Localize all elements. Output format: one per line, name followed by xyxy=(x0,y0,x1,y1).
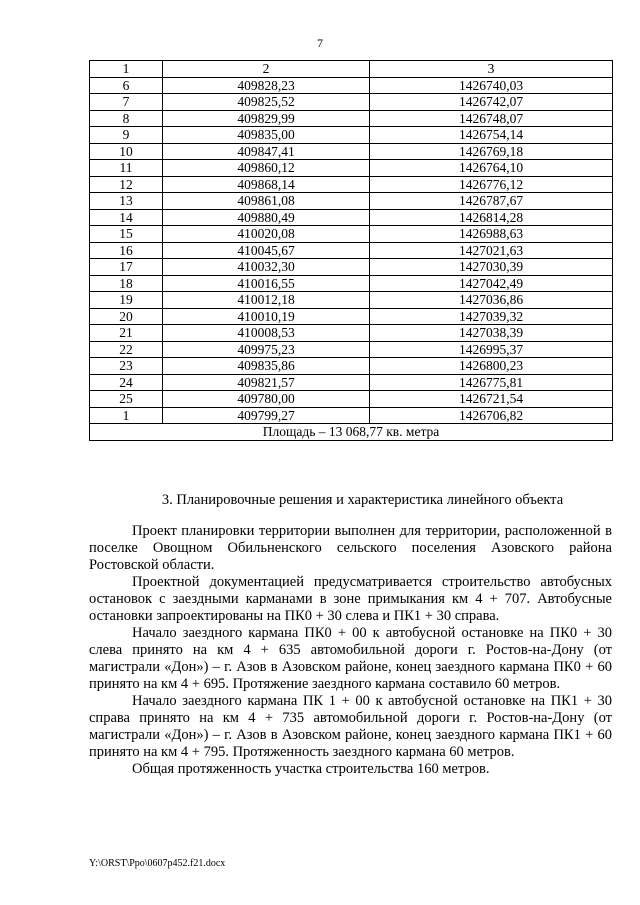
y-coordinate-cell: 1426706,82 xyxy=(370,407,613,424)
table-row xyxy=(90,374,613,391)
x-coordinate-cell: 409835,86 xyxy=(163,358,370,375)
table-row xyxy=(90,341,613,358)
coordinates-table xyxy=(89,60,613,441)
x-coordinate-cell: 409861,08 xyxy=(163,193,370,210)
footer-file-path: Y:\ORST\Ppo\0607p452.f21.docx xyxy=(89,858,226,869)
table-row xyxy=(90,325,613,342)
table-row xyxy=(90,209,613,226)
x-coordinate-cell: 410016,55 xyxy=(163,275,370,292)
x-coordinate-cell: 409847,41 xyxy=(163,143,370,160)
table-header-row xyxy=(90,61,613,78)
table-row xyxy=(90,176,613,193)
y-coordinate-cell: 1426800,23 xyxy=(370,358,613,375)
y-coordinate-cell: 1426995,37 xyxy=(370,341,613,358)
paragraph: Проектной документацией предусматривается строительство автобусных остановок с заездными карманами в зоне примыкания км 4 + 707. Автобусные остановки запроектированы на ПК0 + 30 слева и ПК1 + 30 справа. xyxy=(89,574,612,624)
x-coordinate-cell: 409835,00 xyxy=(163,127,370,144)
y-coordinate-cell: 1426721,54 xyxy=(370,391,613,408)
x-coordinate-cell: 409821,57 xyxy=(163,374,370,391)
y-coordinate-cell: 1426764,10 xyxy=(370,160,613,177)
section-heading: 3. Планировочные решения и характеристика линейного объекта xyxy=(161,492,564,508)
y-coordinate-cell: 1427030,39 xyxy=(370,259,613,276)
body-text xyxy=(89,523,612,778)
y-coordinate-cell: 1426776,12 xyxy=(370,176,613,193)
paragraph: Начало заездного кармана ПК0 + 00 к автобусной остановке на ПК0 + 30 слева принято на км 4 + 635 автомобильной дороги г. Ростов-на-Дону (от магистрали «Дон») – г. Азов в Азовском районе, конец заездного кармана ПК0 + 60 принято на км 4 + 695. Протяжение заездного кармана составило 60 метров. xyxy=(89,625,612,692)
x-coordinate-cell: 409825,52 xyxy=(163,94,370,111)
table-row xyxy=(90,292,613,309)
y-coordinate-cell: 1426748,07 xyxy=(370,110,613,127)
table-row xyxy=(90,358,613,375)
point-number-cell: 6 xyxy=(90,77,163,94)
y-coordinate-cell: 1426754,14 xyxy=(370,127,613,144)
point-number-cell: 13 xyxy=(90,193,163,210)
point-number-cell: 20 xyxy=(90,308,163,325)
y-coordinate-cell: 1427021,63 xyxy=(370,242,613,259)
table-row xyxy=(90,391,613,408)
point-number-cell: 22 xyxy=(90,341,163,358)
table-row xyxy=(90,77,613,94)
x-coordinate-cell: 410012,18 xyxy=(163,292,370,309)
point-number-cell: 19 xyxy=(90,292,163,309)
point-number-cell: 24 xyxy=(90,374,163,391)
point-number-cell: 10 xyxy=(90,143,163,160)
y-coordinate-cell: 1426742,07 xyxy=(370,94,613,111)
point-number-cell: 11 xyxy=(90,160,163,177)
y-coordinate-cell: 1427039,32 xyxy=(370,308,613,325)
x-coordinate-cell: 410010,19 xyxy=(163,308,370,325)
x-coordinate-cell: 409799,27 xyxy=(163,407,370,424)
area-cell: Площадь – 13 068,77 кв. метра xyxy=(90,424,613,441)
y-coordinate-cell: 1427038,39 xyxy=(370,325,613,342)
x-coordinate-cell: 410008,53 xyxy=(163,325,370,342)
y-coordinate-cell: 1426775,81 xyxy=(370,374,613,391)
table-row xyxy=(90,242,613,259)
x-coordinate-cell: 409860,12 xyxy=(163,160,370,177)
header-cell: 1 xyxy=(90,61,163,78)
point-number-cell: 15 xyxy=(90,226,163,243)
point-number-cell: 21 xyxy=(90,325,163,342)
y-coordinate-cell: 1427036,86 xyxy=(370,292,613,309)
point-number-cell: 8 xyxy=(90,110,163,127)
table-row xyxy=(90,94,613,111)
point-number-cell: 23 xyxy=(90,358,163,375)
y-coordinate-cell: 1426814,28 xyxy=(370,209,613,226)
point-number-cell: 12 xyxy=(90,176,163,193)
table-row xyxy=(90,160,613,177)
x-coordinate-cell: 409975,23 xyxy=(163,341,370,358)
x-coordinate-cell: 410020,08 xyxy=(163,226,370,243)
area-row xyxy=(90,424,613,441)
point-number-cell: 18 xyxy=(90,275,163,292)
table-row xyxy=(90,259,613,276)
point-number-cell: 14 xyxy=(90,209,163,226)
point-number-cell: 25 xyxy=(90,391,163,408)
point-number-cell: 17 xyxy=(90,259,163,276)
y-coordinate-cell: 1426988,63 xyxy=(370,226,613,243)
table-row xyxy=(90,143,613,160)
x-coordinate-cell: 409828,23 xyxy=(163,77,370,94)
paragraph: Начало заездного кармана ПК 1 + 00 к автобусной остановке на ПК1 + 30 справа принято на км 4 + 735 автомобильной дороги г. Ростов-на-Дону (от магистрали «Дон») – г. Азов в Азовском районе, конец заездного кармана ПК1 + 60 принято на км 4 + 795. Протяженность заездного кармана 60 метров. xyxy=(89,693,612,760)
point-number-cell: 16 xyxy=(90,242,163,259)
page-number: 7 xyxy=(317,36,323,50)
point-number-cell: 1 xyxy=(90,407,163,424)
point-number-cell: 7 xyxy=(90,94,163,111)
table-row xyxy=(90,193,613,210)
x-coordinate-cell: 409829,99 xyxy=(163,110,370,127)
table-row xyxy=(90,110,613,127)
paragraph: Общая протяженность участка строительства 160 метров. xyxy=(132,761,490,777)
table-row xyxy=(90,407,613,424)
x-coordinate-cell: 410032,30 xyxy=(163,259,370,276)
point-number-cell: 9 xyxy=(90,127,163,144)
table-row xyxy=(90,275,613,292)
x-coordinate-cell: 409880,49 xyxy=(163,209,370,226)
header-cell: 3 xyxy=(370,61,613,78)
y-coordinate-cell: 1427042,49 xyxy=(370,275,613,292)
y-coordinate-cell: 1426787,67 xyxy=(370,193,613,210)
y-coordinate-cell: 1426740,03 xyxy=(370,77,613,94)
table-row xyxy=(90,127,613,144)
table-row xyxy=(90,308,613,325)
x-coordinate-cell: 410045,67 xyxy=(163,242,370,259)
paragraph: Проект планировки территории выполнен для территории, расположенной в поселке Овощном Обильненского сельского поселения Азовского района Ростовской области. xyxy=(89,523,612,573)
header-cell: 2 xyxy=(163,61,370,78)
table-row xyxy=(90,226,613,243)
x-coordinate-cell: 409780,00 xyxy=(163,391,370,408)
x-coordinate-cell: 409868,14 xyxy=(163,176,370,193)
y-coordinate-cell: 1426769,18 xyxy=(370,143,613,160)
